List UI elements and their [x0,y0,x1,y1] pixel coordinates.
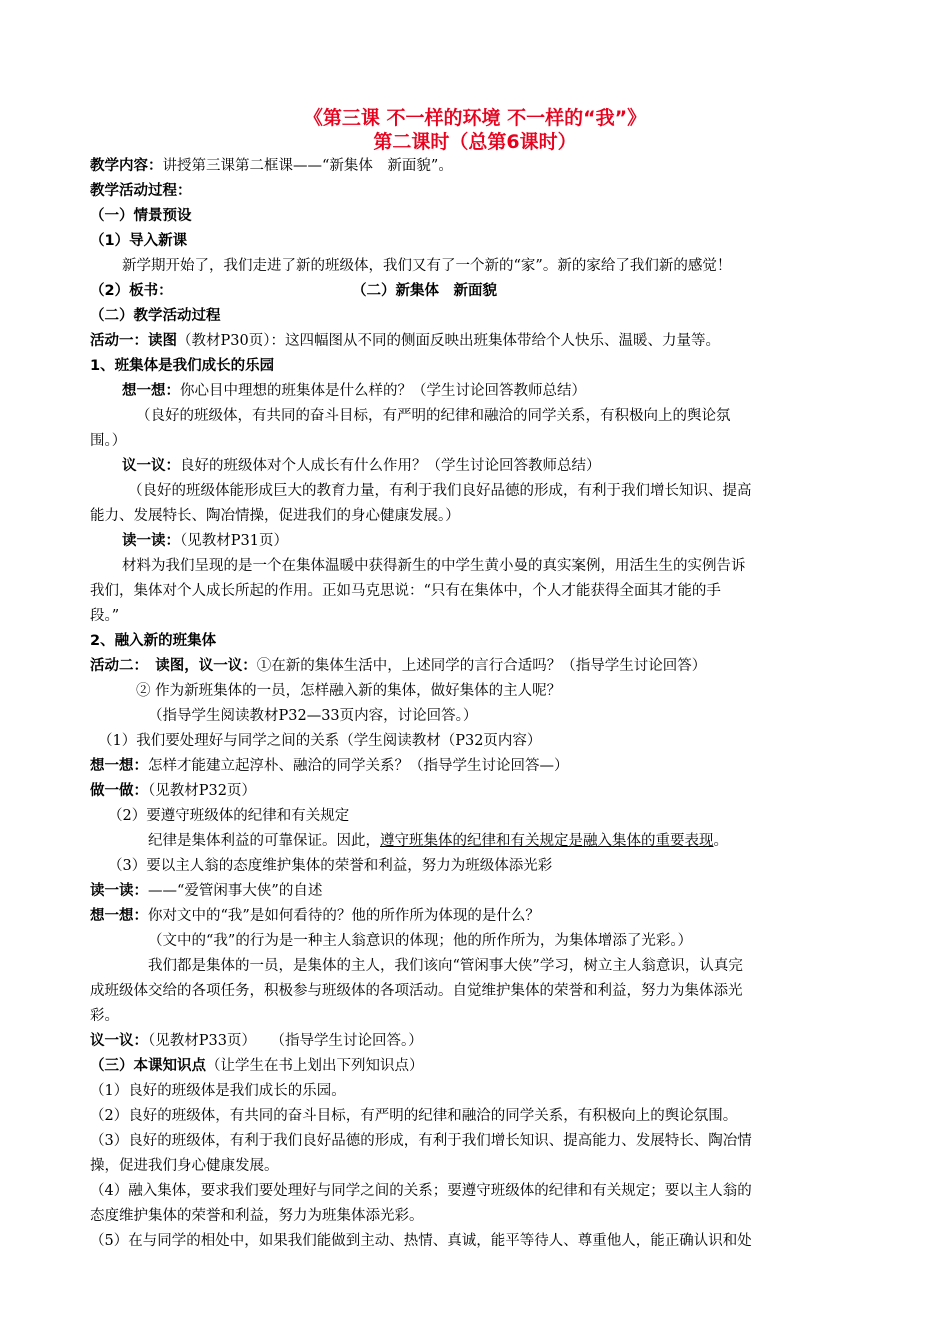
read-1-label: 读一读： [122,533,180,549]
think-3-answer: （文中的“我”的行为是一种主人翁意识的体现；他的所作所为，为集体增添了光彩。） [148,933,693,949]
think-1 [122,381,860,401]
think-1-label: 想一想： [122,383,180,399]
section-heading-1: （一）情景预设 [90,208,192,224]
activity-2-question-2: ② 作为新班集体的一员，怎样融入新的集体，做好集体的主人呢？ [136,683,562,699]
content-label: 教学内容： [90,158,163,174]
think-3-label: 想一想： [90,908,148,924]
section-heading-2: （二）教学活动过程 [90,308,221,324]
discuss-1-answer-cont: 能力、发展特长、陶冶情操，促进我们的身心健康发展。） [90,508,460,524]
doc-title: 《第三课 不一样的环境 不一样的“我”》 [303,107,647,129]
material-para-cont: 我们，集体对个人成长所起的作用。正如马克思说：“只有在集体中，个人才能获得全面其才能的手 [90,583,721,599]
activity-2-guide: （指导学生阅读教材P32—33页内容，讨论回答。） [148,708,478,724]
section-3-label: （三）本课知识点 [90,1058,206,1074]
content-line [90,156,860,176]
content-text: 讲授第三课第二框课——“新集体 新面貌”。 [162,158,453,174]
activity-2-label: 活动二： 读图，议一议： [90,658,257,674]
discuss-1-text: 良好的班级体对个人成长有什么作用？（学生讨论回答教师总结） [180,458,601,474]
discuss-1-label: 议一议： [122,458,180,474]
do-it [90,781,860,801]
do-text: （见教材P32页） [148,783,256,799]
knowledge-point-4: （4）融入集体，要求我们要处理好与同学之间的关系；要遵守班级体的纪律和有关规定；要以主人翁的 [90,1183,752,1199]
think-2-text: 怎样才能建立起淳朴、融洽的同学关系？（指导学生讨论回答—） [148,758,569,774]
doc-subtitle: 第二课时（总第6课时） [373,131,577,153]
activity-2-text: ①在新的集体生活中，上述同学的言行合适吗？（指导学生讨论回答） [256,658,707,674]
heading-2: 2、融入新的班集体 [90,633,217,649]
think-2 [90,756,860,776]
point-2-underlined: 遵守班集体的纪律和有关规定是融入集体的重要表现 [380,833,714,849]
think-1-answer: （良好的班级体，有共同的奋斗目标，有严明的纪律和融洽的同学关系，有积极向上的舆论氛 [136,408,731,424]
think-1-answer-cont: 围。） [90,433,127,449]
section-3-text: （让学生在书上划出下列知识点） [206,1058,424,1074]
read-2-text: ——“爱管闲事大侠”的自述 [148,883,323,899]
point-2-plain: 纪律是集体利益的可靠保证。因此， [148,833,380,849]
summary-para-end: 彩。 [90,1008,119,1024]
knowledge-point-2: （2）良好的班级体，有共同的奋斗目标，有严明的纪律和融洽的同学关系，有积极向上的舆论氛围。 [90,1108,738,1124]
point-3: （3）要以主人翁的态度维护集体的荣誉和利益，努力为班级体添光彩 [108,858,553,874]
discuss-1-answer: （良好的班级体能形成巨大的教育力量，有利于我们良好品德的形成，有利于我们增长知识、提高 [128,483,752,499]
knowledge-point-1: （1）良好的班级体是我们成长的乐园。 [90,1083,346,1099]
summary-para: 我们都是集体的一员，是集体的主人，我们该向“管闲事大侠”学习，树立主人翁意识，认真完 [148,958,743,974]
point-1: （1）我们要处理好与同学之间的关系（学生阅读教材（P32页内容） [98,733,542,749]
discuss-2-label: 议一议： [90,1033,148,1049]
board-text: （二）新集体 新面貌 [352,283,497,299]
heading-1: 1、班集体是我们成长的乐园 [90,358,275,374]
process-title: 教学活动过程： [90,183,192,199]
discuss-1 [122,456,860,476]
material-para: 材料为我们呈现的是一个在集体温暖中获得新生的中学生黄小曼的真实案例，用活生生的实例告诉 [122,558,746,574]
activity-1-text: （教材P30页）：这四幅图从不同的侧面反映出班集体带给个人快乐、温暖、力量等。 [177,333,720,349]
discuss-2-text: （见教材P33页） （指导学生讨论回答。） [148,1033,423,1049]
read-2-label: 读一读： [90,883,148,899]
point-2: （2）要遵守班级体的纪律和有关规定 [108,808,350,824]
think-1-text: 你心目中理想的班集体是什么样的？（学生讨论回答教师总结） [180,383,586,399]
board-label: （2）板书： [90,283,173,299]
point-2-end: 。 [713,833,728,849]
read-2 [90,881,860,901]
board-line [90,281,860,301]
think-3-text: 你对文中的“我”是如何看待的？他的所作所为体现的是什么？ [148,908,540,924]
subsection-intro: （1）导入新课 [90,233,188,249]
activity-1-label: 活动一：读图 [90,333,177,349]
knowledge-point-3-cont: 操，促进我们身心健康发展。 [90,1158,279,1174]
section-heading-3 [90,1056,860,1076]
read-1-text: （见教材P31页） [180,533,288,549]
knowledge-point-3: （3）良好的班级体，有利于我们良好品德的形成，有利于我们增长知识、提高能力、发展特长、陶冶情 [90,1133,752,1149]
think-2-label: 想一想： [90,758,148,774]
discuss-2 [90,1031,860,1051]
summary-para-cont: 成班级体交给的各项任务，积极参与班级体的各项活动。自觉维护集体的荣誉和利益，努力为集体添光 [90,983,743,999]
material-para-end: 段。” [90,608,120,624]
intro-text: 新学期开始了，我们走进了新的班级体，我们又有了一个新的“家”。新的家给了我们新的感觉！ [122,258,732,274]
point-2-text [148,831,860,851]
activity-1 [90,331,860,351]
knowledge-point-5: （5）在与同学的相处中，如果我们能做到主动、热情、真诚，能平等待人、尊重他人，能正确认识和处 [90,1233,752,1249]
knowledge-point-4-cont: 态度维护集体的荣誉和利益，努力为班集体添光彩。 [90,1208,424,1224]
read-1 [122,531,860,551]
activity-2 [90,656,860,676]
think-3 [90,906,860,926]
do-label: 做一做： [90,783,148,799]
